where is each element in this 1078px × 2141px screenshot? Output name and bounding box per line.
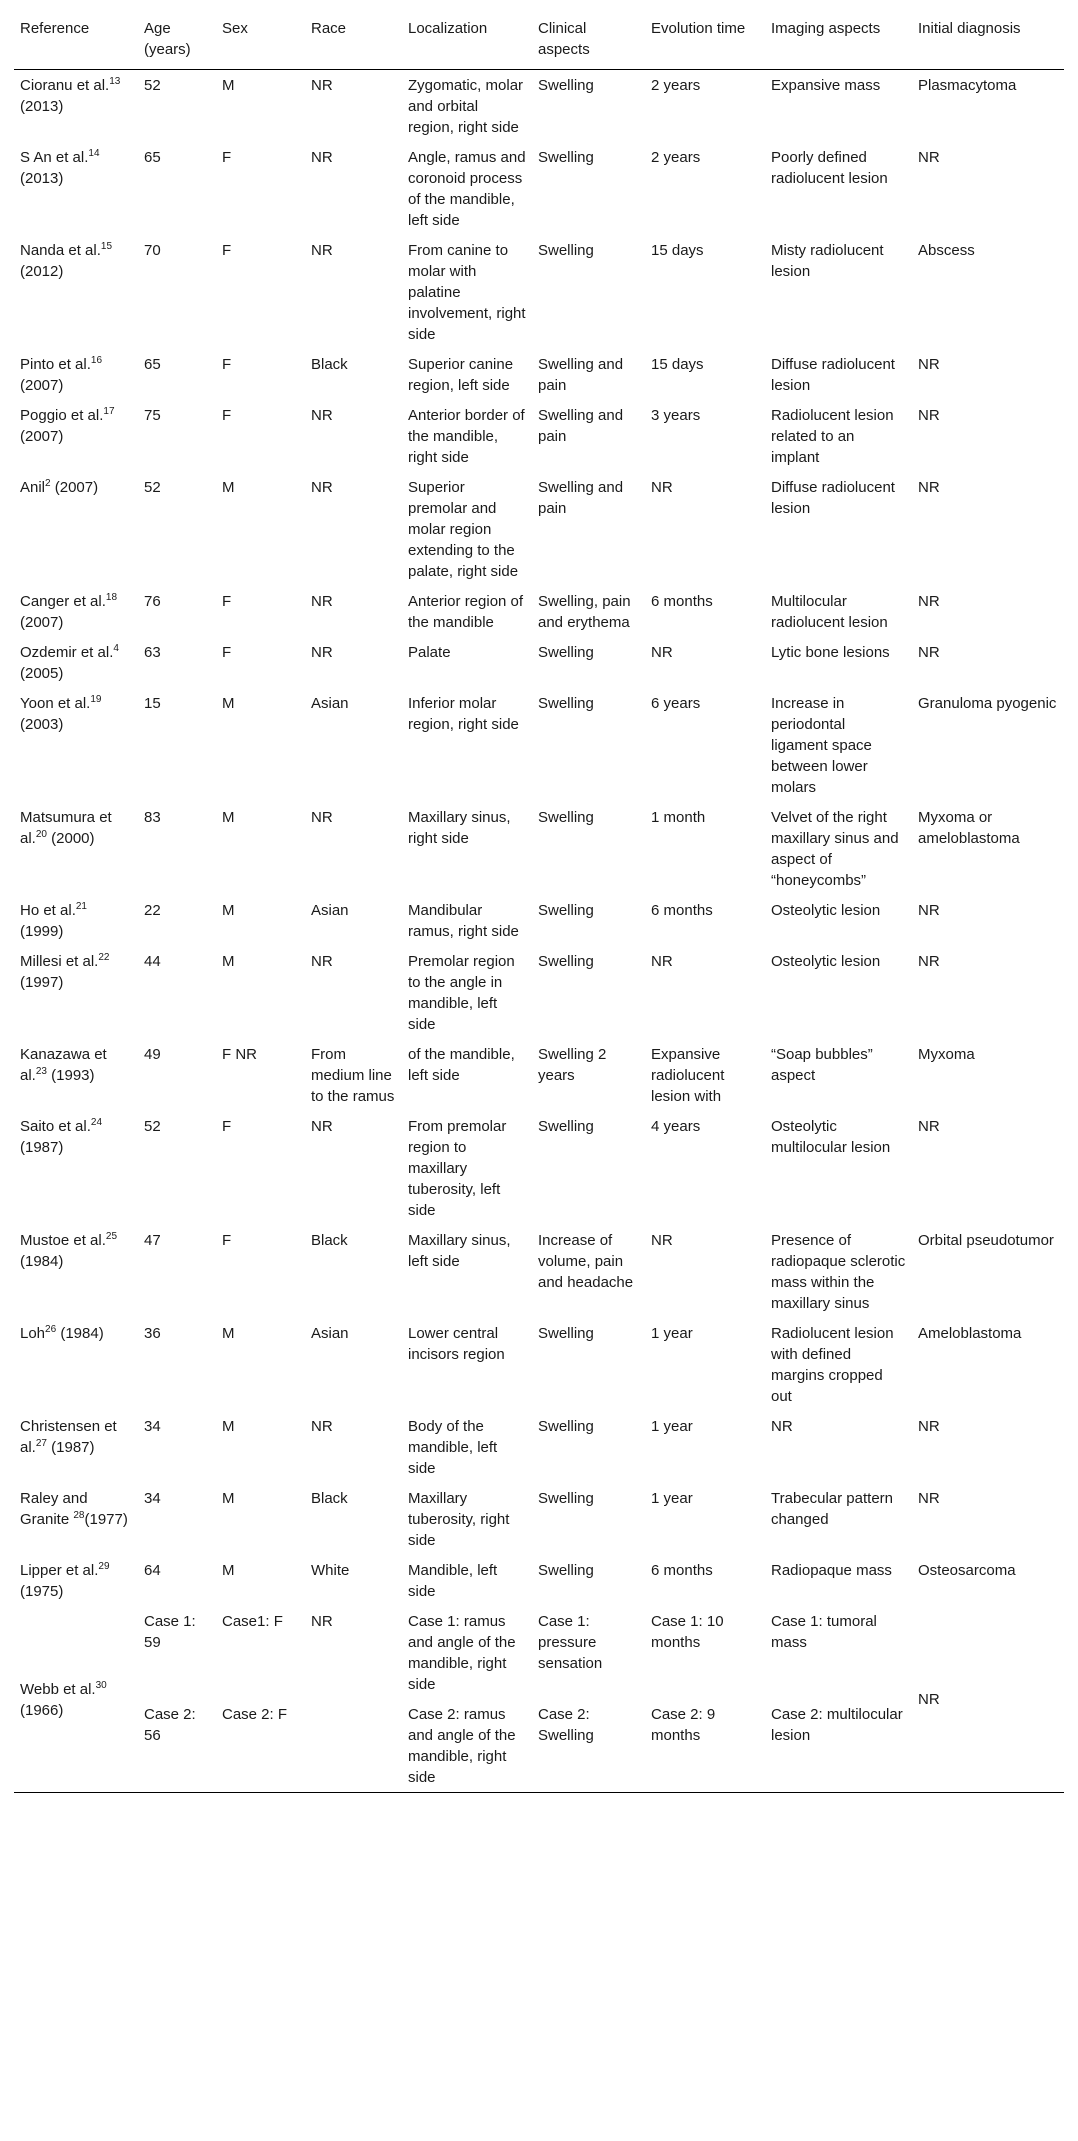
cell-clinical-aspects: Swelling and pain bbox=[538, 356, 624, 394]
cell-sex: M bbox=[222, 77, 235, 94]
cell-localization: Angle, ramus and coronoid process of the mandible, left side bbox=[408, 149, 526, 229]
cell-reference bbox=[14, 637, 138, 688]
cell-age: 65 bbox=[144, 149, 161, 166]
cell-imaging-aspects: Radiopaque mass bbox=[771, 1562, 892, 1579]
cell-initial-diagnosis: NR bbox=[918, 149, 940, 166]
reference-year: (2013) bbox=[20, 170, 64, 187]
cell-imaging-aspects: Osteolytic lesion bbox=[771, 953, 881, 970]
cell-evolution-time: 15 days bbox=[651, 242, 704, 259]
reference-author: Ozdemir et al. bbox=[20, 644, 114, 661]
cell-age: 52 bbox=[144, 479, 161, 496]
cell-localization: Case 1: ramus and angle of the mandible, right side bbox=[408, 1613, 516, 1693]
reference-year: (2000) bbox=[46, 830, 95, 847]
cell-imaging-aspects: Diffuse radiolucent lesion bbox=[771, 479, 895, 517]
cell-imaging-aspects: Poorly defined radiolucent lesion bbox=[771, 149, 888, 187]
reference-citation-number: 21 bbox=[75, 901, 87, 912]
table-row bbox=[14, 895, 1064, 946]
cell-race: NR bbox=[311, 593, 333, 610]
cell-age: 34 bbox=[144, 1490, 161, 1507]
cell-evolution-time: NR bbox=[651, 1232, 673, 1249]
reference-year: (2007) bbox=[20, 377, 64, 394]
reference-citation-number: 14 bbox=[88, 148, 100, 159]
cell-age: 75 bbox=[144, 407, 161, 424]
cell-initial-diagnosis: Ameloblastoma bbox=[918, 1325, 1022, 1342]
header-imaging-aspects: Imaging aspects bbox=[771, 20, 881, 37]
table-row bbox=[14, 1606, 1064, 1699]
cell-sex: F bbox=[222, 593, 232, 610]
cell-clinical-aspects: Swelling bbox=[538, 902, 594, 919]
cell-localization: Anterior region of the mandible bbox=[408, 593, 524, 631]
cell-age: 22 bbox=[144, 902, 161, 919]
cell-clinical-aspects: Swelling bbox=[538, 695, 594, 712]
cell-clinical-aspects: Swelling and pain bbox=[538, 479, 624, 517]
cell-initial-diagnosis: NR bbox=[918, 953, 940, 970]
cell-sex: F NR bbox=[222, 1046, 257, 1063]
cell-clinical-aspects: Swelling bbox=[538, 1118, 594, 1135]
cell-clinical-aspects: Swelling 2 years bbox=[538, 1046, 607, 1084]
cell-age: 65 bbox=[144, 356, 161, 373]
reference-citation-number: 23 bbox=[35, 1066, 47, 1077]
cell-initial-diagnosis: NR bbox=[918, 1490, 940, 1507]
reference-author: Nanda et al. bbox=[20, 242, 101, 259]
cell-race: NR bbox=[311, 953, 333, 970]
cell-race: NR bbox=[311, 407, 333, 424]
cell-initial-diagnosis: Orbital pseudotumor bbox=[918, 1232, 1054, 1249]
cell-evolution-time: Case 2: 9 months bbox=[651, 1706, 716, 1744]
reference-citation-number: 17 bbox=[103, 406, 115, 417]
cell-age: 34 bbox=[144, 1418, 161, 1435]
reference-author: Lipper et al. bbox=[20, 1562, 99, 1579]
table-row bbox=[14, 142, 1064, 235]
cell-evolution-time: 1 month bbox=[651, 809, 706, 826]
cell-sex: M bbox=[222, 953, 235, 970]
cell-localization: From canine to molar with palatine involvement, right side bbox=[408, 242, 526, 343]
cell-reference bbox=[14, 946, 138, 1039]
reference-year: (1987) bbox=[46, 1439, 95, 1456]
cell-localization: Maxillary sinus, right side bbox=[408, 809, 511, 847]
reference-citation-number: 19 bbox=[90, 694, 102, 705]
cell-race: NR bbox=[311, 809, 333, 826]
cell-clinical-aspects: Swelling, pain and erythema bbox=[538, 593, 631, 631]
header-row bbox=[14, 0, 1064, 70]
cell-sex: M bbox=[222, 902, 235, 919]
cell-race: Asian bbox=[311, 902, 349, 919]
header-reference: Reference bbox=[20, 20, 90, 37]
cell-reference bbox=[14, 1039, 138, 1111]
reference-author: Christensen et al. bbox=[20, 1418, 117, 1456]
cell-sex: F bbox=[222, 356, 232, 373]
cell-localization: Body of the mandible, left side bbox=[408, 1418, 498, 1477]
cell-imaging-aspects: Radiolucent lesion related to an implant bbox=[771, 407, 894, 466]
header-age: Age (years) bbox=[144, 20, 191, 58]
cell-age: 63 bbox=[144, 644, 161, 661]
cell-sex: F bbox=[222, 242, 232, 259]
cell-imaging-aspects: “Soap bubbles” aspect bbox=[771, 1046, 873, 1084]
cell-imaging-aspects: Misty radiolucent lesion bbox=[771, 242, 884, 280]
cell-evolution-time: Expansive radiolucent lesion with bbox=[651, 1046, 725, 1105]
cell-evolution-time: 1 year bbox=[651, 1490, 693, 1507]
cell-race: From medium line to the ramus bbox=[311, 1046, 395, 1105]
cell-sex: M bbox=[222, 1490, 235, 1507]
cell-initial-diagnosis: NR bbox=[918, 407, 940, 424]
cell-initial-diagnosis: Granuloma pyogenic bbox=[918, 695, 1057, 712]
reference-year: (2005) bbox=[20, 665, 64, 682]
cell-reference bbox=[14, 1318, 138, 1411]
table-row bbox=[14, 586, 1064, 637]
case-reports-table bbox=[14, 0, 1064, 1793]
reference-author: Raley and Granite bbox=[20, 1490, 88, 1528]
reference-year: (2007) bbox=[20, 428, 64, 445]
table-row bbox=[14, 1555, 1064, 1606]
cell-evolution-time: NR bbox=[651, 953, 673, 970]
cell-clinical-aspects: Case 1: pressure sensation bbox=[538, 1613, 603, 1672]
cell-race: NR bbox=[311, 77, 333, 94]
reference-year: (1966) bbox=[20, 1701, 64, 1719]
table-row bbox=[14, 1111, 1064, 1225]
cell-initial-diagnosis: NR bbox=[918, 479, 940, 496]
cell-sex: M bbox=[222, 695, 235, 712]
cell-localization: Mandible, left side bbox=[408, 1562, 498, 1600]
reference-year: (1999) bbox=[20, 923, 64, 940]
reference-citation-number: 18 bbox=[105, 592, 118, 603]
reference-author: Canger et al. bbox=[20, 593, 106, 610]
cell-localization: of the mandible, left side bbox=[408, 1046, 515, 1084]
cell-clinical-aspects: Increase of volume, pain and headache bbox=[538, 1232, 634, 1291]
cell-evolution-time: 2 years bbox=[651, 149, 701, 166]
cell-evolution-time: 6 months bbox=[651, 593, 713, 610]
reference-author: Pinto et al. bbox=[20, 356, 91, 373]
cell-initial-diagnosis: NR bbox=[918, 1118, 940, 1135]
cell-imaging-aspects: Case 1: tumoral mass bbox=[771, 1613, 877, 1651]
cell-reference bbox=[14, 142, 138, 235]
cell-imaging-aspects: Osteolytic lesion bbox=[771, 902, 881, 919]
cell-imaging-aspects: Lytic bone lesions bbox=[771, 644, 890, 661]
cell-evolution-time: 6 months bbox=[651, 902, 713, 919]
cell-localization: Maxillary tuberosity, right side bbox=[408, 1490, 510, 1549]
reference-year: (2007) bbox=[20, 614, 64, 631]
cell-reference bbox=[14, 1225, 138, 1318]
cell-evolution-time: NR bbox=[651, 479, 673, 496]
cell-race: NR bbox=[311, 1613, 333, 1630]
cell-evolution-time: 1 year bbox=[651, 1418, 693, 1435]
cell-initial-diagnosis: Abscess bbox=[918, 242, 975, 259]
reference-author: Loh bbox=[20, 1325, 46, 1342]
table-row bbox=[14, 472, 1064, 586]
reference-year: (1977) bbox=[84, 1511, 128, 1528]
cell-localization: Superior canine region, left side bbox=[408, 356, 514, 394]
cell-reference bbox=[14, 1606, 138, 1793]
reference-citation-number: 4 bbox=[113, 643, 119, 654]
table-row bbox=[14, 688, 1064, 802]
reference-citation-number: 24 bbox=[90, 1117, 103, 1128]
reference-citation-number: 20 bbox=[35, 829, 47, 840]
cell-imaging-aspects: Multilocular radiolucent lesion bbox=[771, 593, 888, 631]
cell-age: 15 bbox=[144, 695, 161, 712]
cell-initial-diagnosis: NR bbox=[918, 593, 940, 610]
cell-clinical-aspects: Swelling bbox=[538, 644, 594, 661]
cell-age: 83 bbox=[144, 809, 161, 826]
cell-localization: Premolar region to the angle in mandible, left side bbox=[408, 953, 515, 1033]
cell-evolution-time: 2 years bbox=[651, 77, 701, 94]
reference-author: S An et al. bbox=[20, 149, 89, 166]
cell-age: 47 bbox=[144, 1232, 161, 1249]
reference-author: Anil bbox=[20, 479, 46, 496]
cell-reference bbox=[14, 1411, 138, 1483]
table-body bbox=[14, 70, 1064, 1793]
cell-localization: Superior premolar and molar region extending to the palate, right side bbox=[408, 479, 519, 580]
cell-evolution-time: 15 days bbox=[651, 356, 704, 373]
header-sex: Sex bbox=[222, 20, 248, 37]
cell-localization: Anterior border of the mandible, right side bbox=[408, 407, 525, 466]
table-row bbox=[14, 70, 1064, 143]
cell-sex: M bbox=[222, 479, 235, 496]
cell-imaging-aspects: Osteolytic multilocular lesion bbox=[771, 1118, 891, 1156]
cell-imaging-aspects: Increase in periodontal ligament space between lower molars bbox=[771, 695, 872, 796]
table-row bbox=[14, 1039, 1064, 1111]
cell-race: NR bbox=[311, 1418, 333, 1435]
cell-age: Case 2: 56 bbox=[144, 1706, 196, 1744]
cell-sex: Case 2: F bbox=[222, 1706, 288, 1723]
header-evolution-time: Evolution time bbox=[651, 20, 746, 37]
cell-reference bbox=[14, 349, 138, 400]
table-row bbox=[14, 637, 1064, 688]
cell-localization: Lower central incisors region bbox=[408, 1325, 505, 1363]
cell-imaging-aspects: Case 2: multilocular lesion bbox=[771, 1706, 903, 1744]
cell-clinical-aspects: Swelling bbox=[538, 809, 594, 826]
reference-citation-number: 2 bbox=[45, 478, 51, 489]
reference-year: (2003) bbox=[20, 716, 64, 733]
reference-year: (1997) bbox=[20, 974, 64, 991]
cell-age: 49 bbox=[144, 1046, 161, 1063]
cell-evolution-time: NR bbox=[651, 644, 673, 661]
cell-age: 44 bbox=[144, 953, 161, 970]
cell-reference bbox=[14, 586, 138, 637]
cell-race: NR bbox=[311, 242, 333, 259]
cell-imaging-aspects: Presence of radiopaque sclerotic mass within the maxillary sinus bbox=[771, 1232, 906, 1312]
reference-author: Poggio et al. bbox=[20, 407, 104, 424]
cell-localization: Mandibular ramus, right side bbox=[408, 902, 519, 940]
cell-age: 64 bbox=[144, 1562, 161, 1579]
table-row bbox=[14, 946, 1064, 1039]
reference-citation-number: 27 bbox=[35, 1438, 47, 1449]
cell-clinical-aspects: Swelling bbox=[538, 149, 594, 166]
cell-sex: F bbox=[222, 1232, 232, 1249]
cell-sex: F bbox=[222, 644, 232, 661]
table-row bbox=[14, 1483, 1064, 1555]
cell-race: NR bbox=[311, 479, 333, 496]
table-row bbox=[14, 1411, 1064, 1483]
cell-race: NR bbox=[311, 1118, 333, 1135]
header-clinical-aspects: Clinical aspects bbox=[538, 20, 590, 58]
cell-evolution-time: 4 years bbox=[651, 1118, 701, 1135]
cell-imaging-aspects: Trabecular pattern changed bbox=[771, 1490, 894, 1528]
cell-evolution-time: 6 months bbox=[651, 1562, 713, 1579]
table-row bbox=[14, 349, 1064, 400]
cell-sex: F bbox=[222, 149, 232, 166]
cell-age: 52 bbox=[144, 77, 161, 94]
reference-year: (1993) bbox=[46, 1067, 95, 1084]
reference-citation-number: 15 bbox=[100, 241, 113, 252]
cell-initial-diagnosis: Plasmacytoma bbox=[918, 77, 1017, 94]
cell-race: NR bbox=[311, 149, 333, 166]
reference-author: Mustoe et al. bbox=[20, 1232, 106, 1249]
cell-localization: From premolar region to maxillary tuberosity, left side bbox=[408, 1118, 507, 1219]
cell-initial-diagnosis: NR bbox=[918, 1418, 940, 1435]
cell-clinical-aspects: Swelling bbox=[538, 1490, 594, 1507]
cell-clinical-aspects: Swelling bbox=[538, 953, 594, 970]
cell-sex: M bbox=[222, 1562, 235, 1579]
cell-evolution-time: 6 years bbox=[651, 695, 701, 712]
cell-initial-diagnosis: NR bbox=[918, 356, 940, 373]
reference-year: (1984) bbox=[56, 1325, 104, 1342]
table-row bbox=[14, 400, 1064, 472]
reference-citation-number: 30 bbox=[95, 1679, 107, 1691]
header-localization: Localization bbox=[408, 20, 488, 37]
cell-age: 52 bbox=[144, 1118, 161, 1135]
cell-imaging-aspects: Radiolucent lesion with defined margins cropped out bbox=[771, 1325, 894, 1405]
reference-citation-number: 26 bbox=[45, 1324, 57, 1335]
reference-year: (2007) bbox=[50, 479, 99, 496]
header-initial-diagnosis: Initial diagnosis bbox=[918, 20, 1021, 37]
cell-clinical-aspects: Swelling bbox=[538, 77, 594, 94]
table-row bbox=[14, 1225, 1064, 1318]
cell-reference bbox=[14, 472, 138, 586]
cell-clinical-aspects: Case 2: Swelling bbox=[538, 1706, 594, 1744]
cell-clinical-aspects: Swelling bbox=[538, 1562, 594, 1579]
cell-initial-diagnosis: NR bbox=[918, 1691, 940, 1708]
cell-sex: F bbox=[222, 407, 232, 424]
reference-author: Saito et al. bbox=[20, 1118, 91, 1135]
cell-reference bbox=[14, 1555, 138, 1606]
cell-initial-diagnosis: Myxoma or ameloblastoma bbox=[918, 809, 1020, 847]
cell-age: 36 bbox=[144, 1325, 161, 1342]
reference-author: Cioranu et al. bbox=[20, 77, 110, 94]
table-row bbox=[14, 235, 1064, 349]
cell-imaging-aspects: NR bbox=[771, 1418, 793, 1435]
cell-sex: M bbox=[222, 809, 235, 826]
cell-race: White bbox=[311, 1562, 350, 1579]
cell-imaging-aspects: Expansive mass bbox=[771, 77, 881, 94]
reference-citation-number: 28 bbox=[73, 1510, 85, 1521]
cell-age: 76 bbox=[144, 593, 161, 610]
header-race: Race bbox=[311, 20, 347, 37]
reference-citation-number: 25 bbox=[105, 1231, 118, 1242]
cell-race: NR bbox=[311, 644, 333, 661]
cell-evolution-time: 3 years bbox=[651, 407, 701, 424]
cell-imaging-aspects: Velvet of the right maxillary sinus and aspect of “honeycombs” bbox=[771, 809, 899, 889]
reference-author: Kanazawa et al. bbox=[20, 1046, 107, 1084]
cell-localization: Maxillary sinus, left side bbox=[408, 1232, 511, 1270]
reference-author: Millesi et al. bbox=[20, 953, 99, 970]
cell-clinical-aspects: Swelling and pain bbox=[538, 407, 624, 445]
cell-initial-diagnosis: NR bbox=[918, 902, 940, 919]
cell-race: Asian bbox=[311, 695, 349, 712]
cell-sex: M bbox=[222, 1418, 235, 1435]
table-row bbox=[14, 1699, 1064, 1793]
cell-reference bbox=[14, 1483, 138, 1555]
reference-citation-number: 29 bbox=[98, 1561, 110, 1572]
cell-reference bbox=[14, 895, 138, 946]
cell-reference bbox=[14, 688, 138, 802]
reference-year: (1975) bbox=[20, 1583, 64, 1600]
cell-reference bbox=[14, 235, 138, 349]
reference-year: (1987) bbox=[20, 1139, 64, 1156]
cell-race: Black bbox=[311, 1490, 348, 1507]
cell-sex: M bbox=[222, 1325, 235, 1342]
cell-evolution-time: 1 year bbox=[651, 1325, 693, 1342]
cell-clinical-aspects: Swelling bbox=[538, 242, 594, 259]
cell-evolution-time: Case 1: 10 months bbox=[651, 1613, 724, 1651]
cell-race: Black bbox=[311, 1232, 348, 1249]
cell-localization: Case 2: ramus and angle of the mandible, right side bbox=[408, 1706, 516, 1786]
table-row bbox=[14, 1318, 1064, 1411]
cell-age: 70 bbox=[144, 242, 161, 259]
cell-clinical-aspects: Swelling bbox=[538, 1325, 594, 1342]
cell-initial-diagnosis: Myxoma bbox=[918, 1046, 975, 1063]
reference-author: Webb et al. bbox=[20, 1680, 96, 1698]
table-row bbox=[14, 802, 1064, 895]
cell-reference bbox=[14, 70, 138, 143]
reference-author: Ho et al. bbox=[20, 902, 76, 919]
cell-clinical-aspects: Swelling bbox=[538, 1418, 594, 1435]
reference-year: (1984) bbox=[20, 1253, 64, 1270]
cell-localization: Palate bbox=[408, 644, 451, 661]
cell-localization: Inferior molar region, right side bbox=[408, 695, 519, 733]
reference-year: (2012) bbox=[20, 263, 64, 280]
cell-initial-diagnosis: Osteosarcoma bbox=[918, 1562, 1016, 1579]
reference-author: Yoon et al. bbox=[20, 695, 91, 712]
cell-race: Black bbox=[311, 356, 348, 373]
cell-sex: Case1: F bbox=[222, 1613, 283, 1630]
cell-reference bbox=[14, 1111, 138, 1225]
cell-reference bbox=[14, 400, 138, 472]
reference-citation-number: 16 bbox=[90, 355, 103, 366]
reference-citation-number: 13 bbox=[109, 76, 121, 87]
cell-initial-diagnosis: NR bbox=[918, 644, 940, 661]
reference-year: (2013) bbox=[20, 98, 64, 115]
cell-age: Case 1: 59 bbox=[144, 1613, 196, 1651]
cell-imaging-aspects: Diffuse radiolucent lesion bbox=[771, 356, 895, 394]
cell-reference bbox=[14, 802, 138, 895]
cell-race: Asian bbox=[311, 1325, 349, 1342]
reference-citation-number: 22 bbox=[98, 952, 110, 963]
reference-author: Matsumura et al. bbox=[20, 809, 112, 847]
cell-sex: F bbox=[222, 1118, 232, 1135]
cell-localization: Zygomatic, molar and orbital region, right side bbox=[408, 77, 524, 136]
